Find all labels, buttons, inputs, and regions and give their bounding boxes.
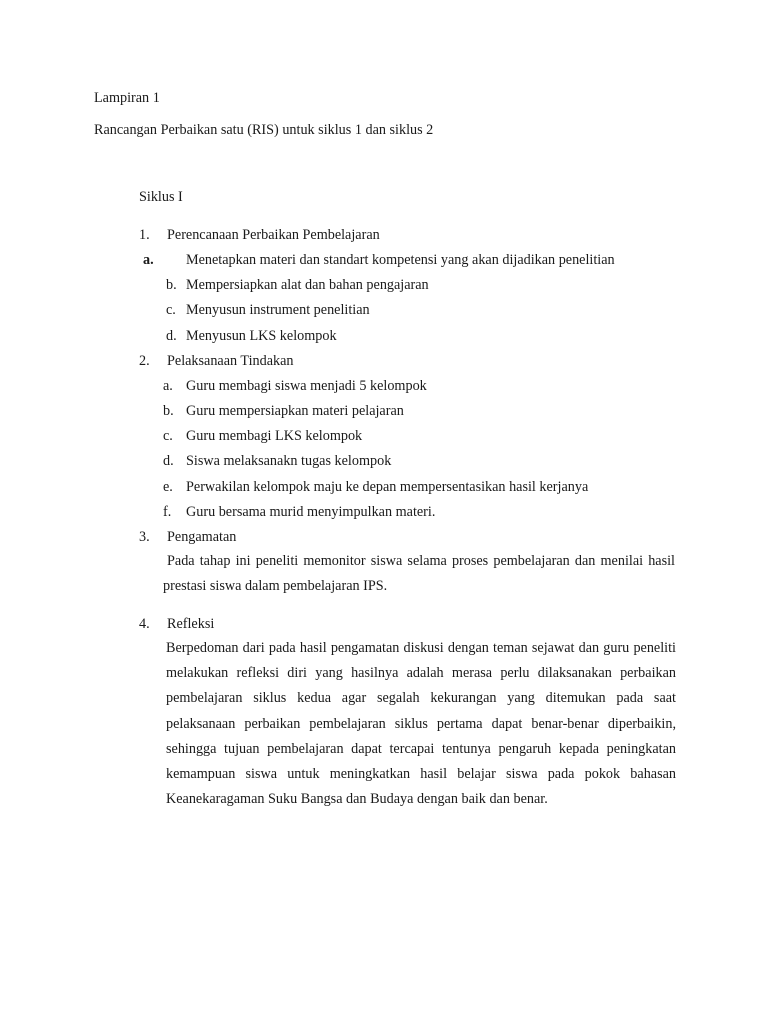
list-item: Mempersiapkan alat dan bahan pengajaran [186, 277, 429, 293]
section-number: 2. [139, 353, 150, 369]
section-number: 1. [139, 227, 150, 243]
list-marker: b. [166, 277, 177, 293]
list-item: Guru membagi siswa menjadi 5 kelompok [186, 378, 427, 394]
list-item: Perwakilan kelompok maju ke depan mempersentasikan hasil kerjanya [186, 479, 589, 495]
list-marker: c. [163, 428, 173, 444]
list-item: Menyusun LKS kelompok [186, 328, 337, 344]
list-item: Guru membagi LKS kelompok [186, 428, 363, 444]
list-marker: a. [143, 252, 154, 268]
list-marker: c. [166, 302, 176, 318]
list-marker: b. [163, 403, 174, 419]
list-item: Menetapkan materi dan standart kompetensi yang akan dijadikan penelitian [186, 252, 615, 268]
list-item: Siswa melaksanakn tugas kelompok [186, 453, 392, 469]
section-number: 4. [139, 616, 150, 632]
section-number: 3. [139, 529, 150, 545]
list-item: Menyusun instrument penelitian [186, 302, 370, 318]
section-paragraph: Berpedoman dari pada hasil pengamatan diskusi dengan teman sejawat dan guru peneliti melakukan refleksi diri yang hasilnya adalah merasa perlu dilaksanakan perbaikan pembelajaran siklus kedua agar segalah kekurangan yang ditemukan pada saat pelaksanaan perbaikan pembelajaran siklus pertama dapat benar-benar diperbaikin, sehingga tujuan pembelajaran dapat tercapai tentunya pengaruh kepada peningkatan kemampuan siswa untuk meningkatkan hasil belajar siswa pada pokok bahasan Keanekaragaman Suku Bangsa dan Budaya dengan baik dan benar. [166, 640, 676, 808]
list-marker: d. [166, 328, 177, 344]
list-marker: f. [163, 504, 172, 520]
list-marker: e. [163, 479, 173, 495]
section-title: Perencanaan Perbaikan Pembelajaran [167, 227, 380, 243]
cycle-title: Siklus I [139, 189, 183, 205]
list-item: Guru bersama murid menyimpulkan materi. [186, 504, 436, 520]
section-title: Pelaksanaan Tindakan [167, 353, 294, 369]
page-subheading: Rancangan Perbaikan satu (RIS) untuk siklus 1 dan siklus 2 [94, 122, 434, 138]
list-item: Guru mempersiapkan materi pelajaran [186, 403, 404, 419]
list-marker: d. [163, 453, 174, 469]
list-marker: a. [163, 378, 173, 394]
page-heading: Lampiran 1 [94, 90, 160, 106]
section-title: Pengamatan [167, 529, 237, 545]
section-paragraph: Pada tahap ini peneliti memonitor siswa selama proses pembelajaran dan menilai hasil prestasi siswa dalam pembelajaran IPS. [163, 553, 675, 595]
section-title: Refleksi [167, 616, 215, 632]
